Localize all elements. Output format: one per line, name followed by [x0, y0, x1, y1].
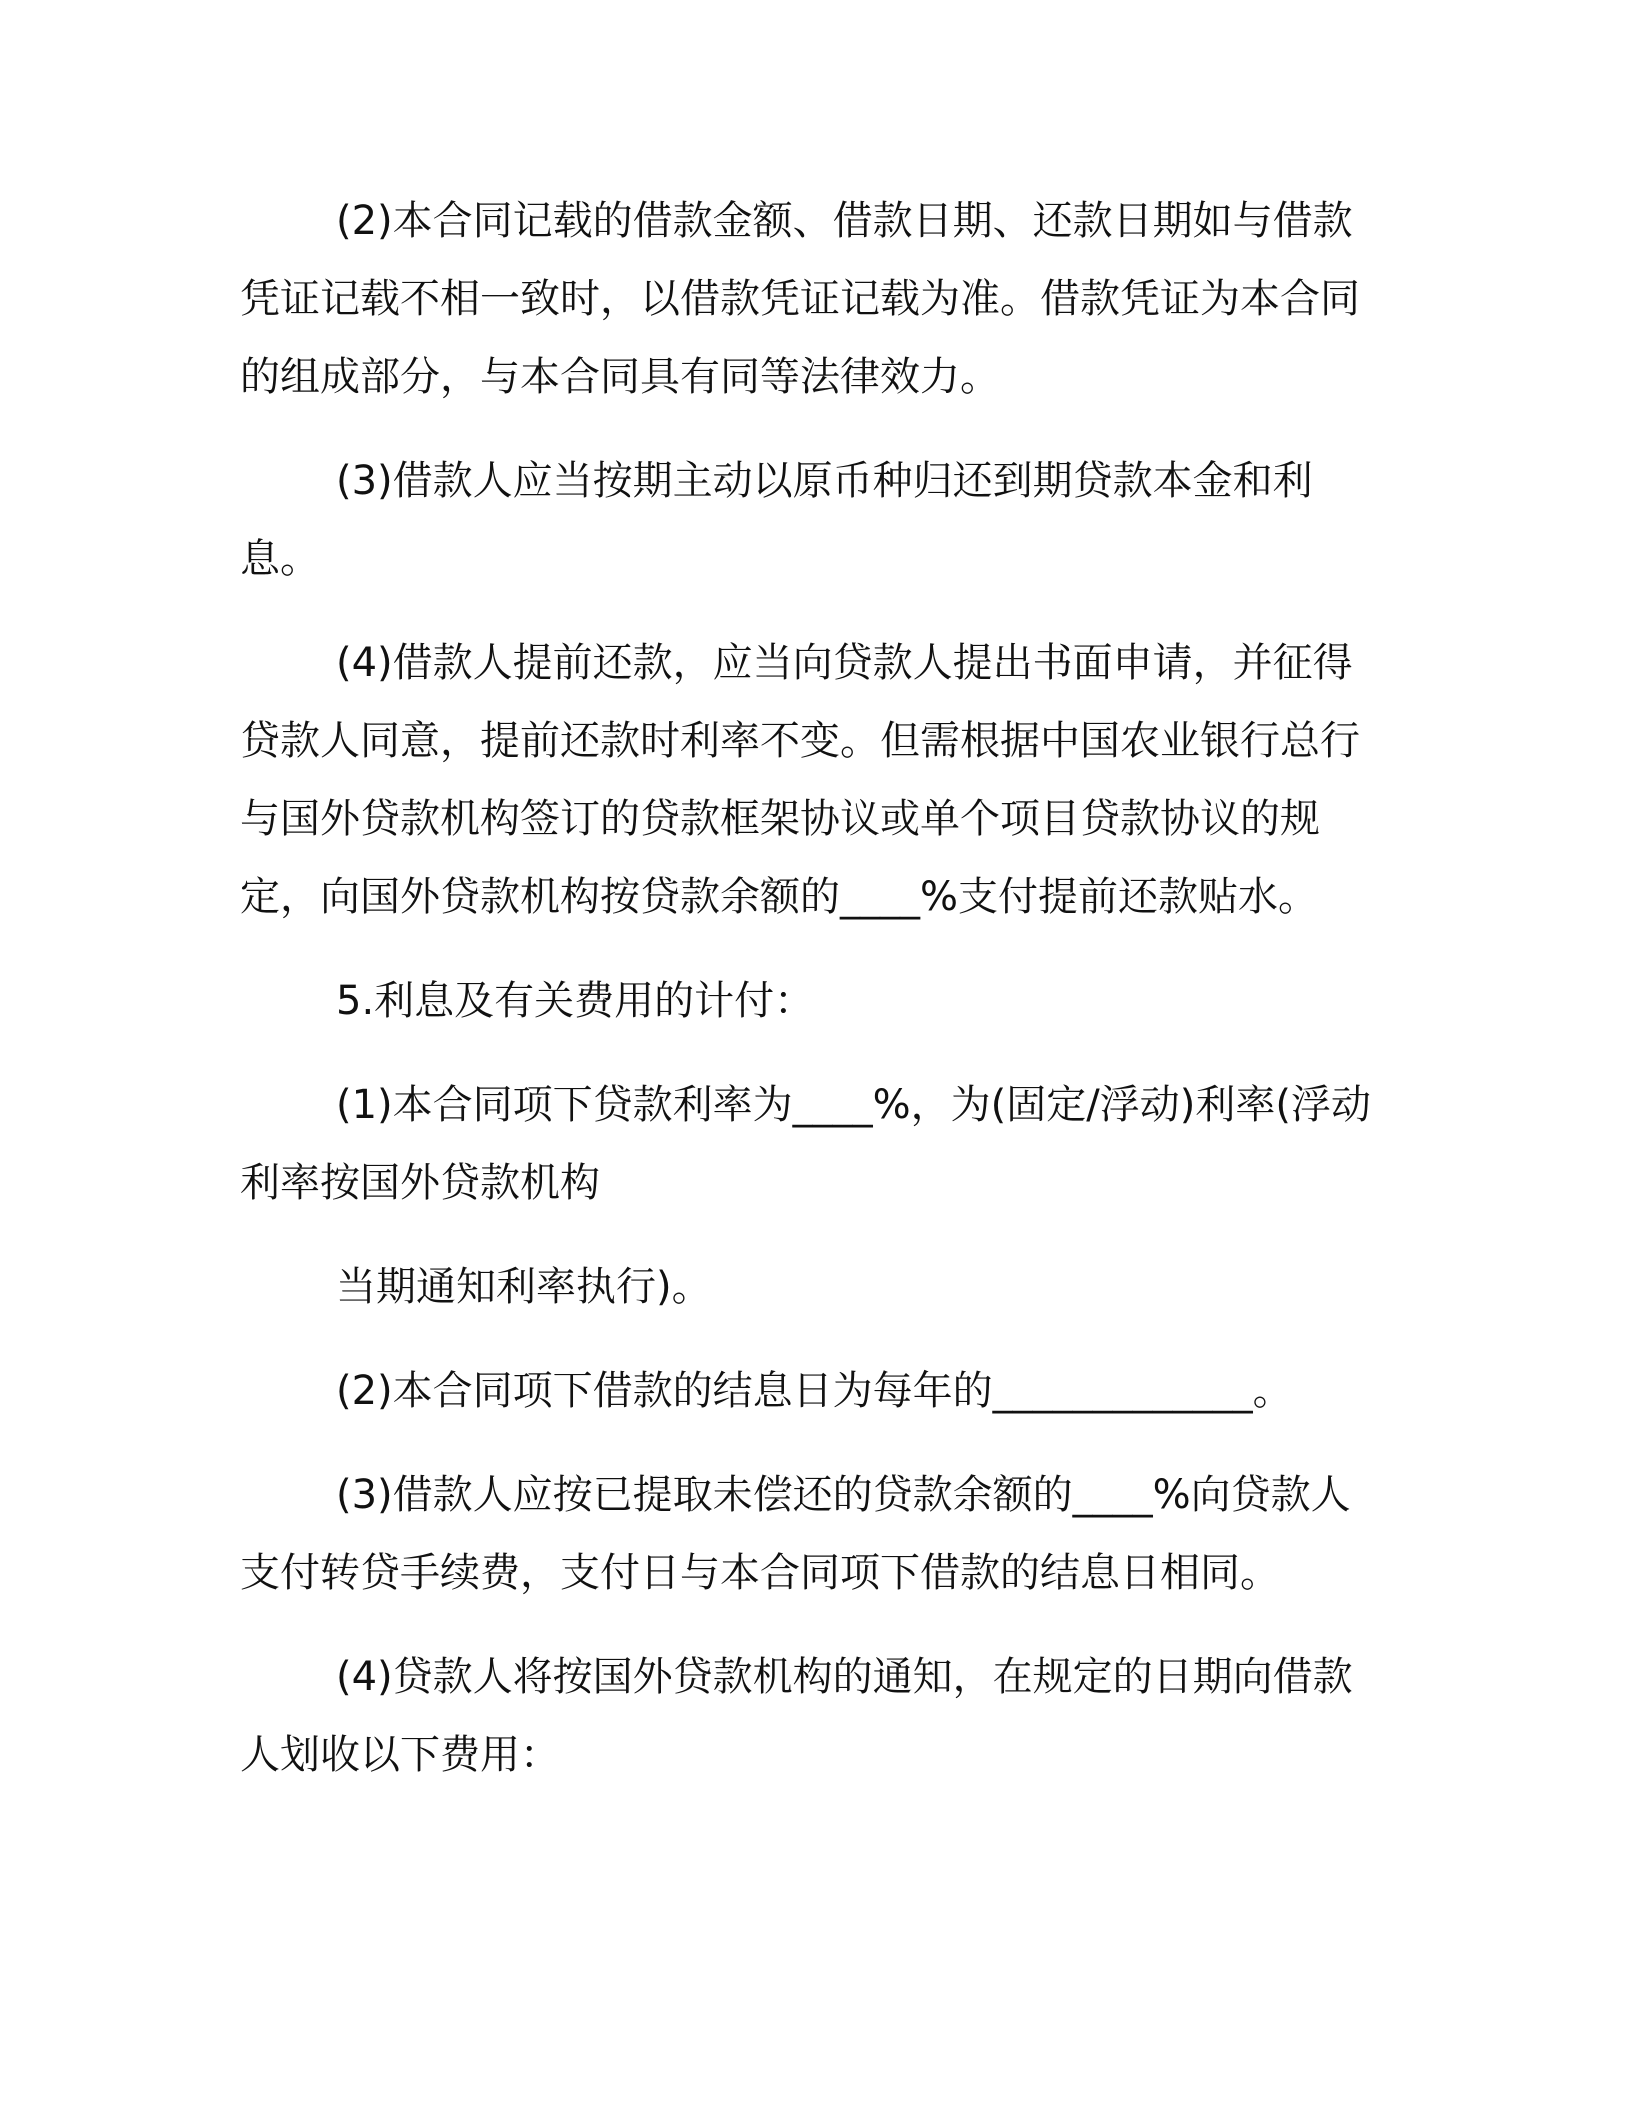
paragraph-interest-rate-continuation: 当期通知利率执行)。 — [336, 1264, 712, 1310]
paragraph-early-repayment-clause: (4)借款人提前还款，应当向贷款人提出书面申请，并征得贷款人同意，提前还款时利率不变。但需根据中国农业银行总行与国外贷款机构签订的贷款框架协议或单个项目贷款协议的规定，向国外贷款机构按贷款余额的____%支付提前还款贴水。 — [240, 640, 1360, 920]
section-heading-interest-fees: 5.利息及有关费用的计付： — [336, 978, 815, 1024]
paragraph-settlement-date-clause: (2)本合同项下借款的结息日为每年的_____________。 — [336, 1368, 1293, 1414]
paragraph-handling-fee-clause: (3)借款人应按已提取未偿还的贷款余额的____%向贷款人支付转贷手续费，支付日与本合同项下借款的结息日相同。 — [240, 1472, 1351, 1596]
paragraph-loan-voucher-clause: (2)本合同记载的借款金额、借款日期、还款日期如与借款凭证记载不相一致时，以借款凭证记载为准。借款凭证为本合同的组成部分，与本合同具有同等法律效力。 — [240, 198, 1360, 400]
paragraph-repayment-clause: (3)借款人应当按期主动以原币种归还到期贷款本金和利息。 — [240, 458, 1313, 582]
paragraph-fee-collection-clause: (4)贷款人将按国外贷款机构的通知，在规定的日期向借款人划收以下费用： — [240, 1654, 1353, 1778]
document-body — [240, 182, 1390, 1820]
paragraph-interest-rate-clause: (1)本合同项下贷款利率为____%，为(固定/浮动)利率(浮动利率按国外贷款机构 — [240, 1082, 1371, 1206]
